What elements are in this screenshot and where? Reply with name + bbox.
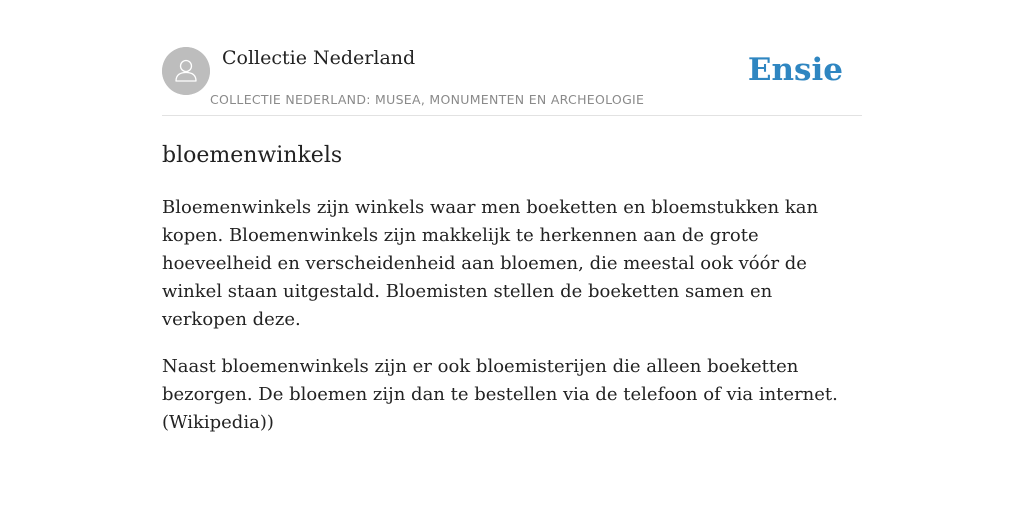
- author-subtitle: COLLECTIE NEDERLAND: MUSEA, MONUMENTEN EN ARCHEOLOGIE: [210, 92, 645, 107]
- article-title: bloemenwinkels: [162, 143, 343, 168]
- avatar[interactable]: [162, 47, 210, 95]
- content-container: [162, 0, 862, 437]
- user-silhouette-icon: [162, 47, 210, 95]
- article-header: [162, 0, 862, 116]
- article-paragraph: Bloemenwinkels zijn winkels waar men boeketten en bloemstukken kan kopen. Bloemenwinkels zijn makkelijk te herkennen aan de grote hoeveelheid en verscheidenheid aan bloemen, die meestal ook vóór de winkel staan uitgestald. Bloemisten stellen de boeketten samen en verkopen deze.: [162, 197, 819, 330]
- author-name[interactable]: Collectie Nederland: [222, 47, 416, 69]
- article-paragraph: Naast bloemenwinkels zijn er ook bloemisterijen die alleen boeketten bezorgen. De bloemen zijn dan te bestellen via de telefoon of via internet. (Wikipedia)): [162, 356, 838, 433]
- brand-logo[interactable]: Ensie: [747, 52, 843, 88]
